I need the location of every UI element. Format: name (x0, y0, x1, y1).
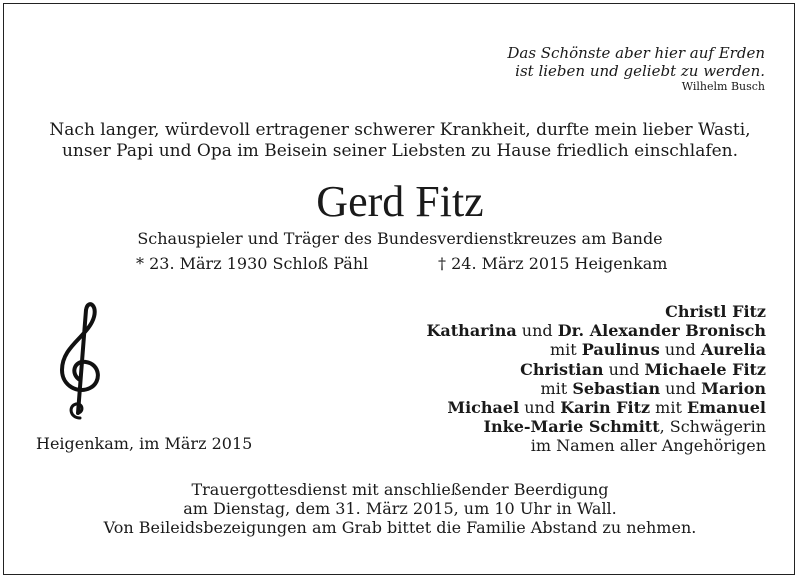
mourners-list (427, 302, 766, 456)
service-line-3: Von Beileidsbezeigungen am Grab bittet die Familie Abstand zu nehmen. (103, 518, 697, 537)
family-line: Katharina und Dr. Alexander Bronisch (426, 321, 766, 341)
family-name: Michael (447, 398, 520, 418)
quote (507, 44, 765, 80)
family-name: Katharina (426, 321, 517, 341)
family-name: Paulinus (581, 340, 660, 360)
place-date: Heigenkam, im März 2015 (36, 434, 253, 453)
family-name: Aurelia (700, 340, 766, 360)
family-line: Michael und Karin Fitz mit Emanuel (447, 398, 766, 418)
family-name: Dr. Alexander Bronisch (557, 321, 766, 341)
family-line: mit Sebastian und Marion (540, 378, 766, 398)
intro-text (0, 120, 800, 162)
service-line-1: Trauergottesdienst mit anschließender Beerdigung (191, 480, 609, 499)
family-name: Marion (701, 378, 766, 398)
family-name: Karin Fitz (560, 398, 651, 418)
family-line: Christian und Michaele Fitz (520, 359, 766, 379)
family-name: Christl Fitz (665, 302, 766, 321)
quote-author: Wilhelm Busch (681, 80, 765, 93)
deceased-title: Schauspieler und Träger des Bundesverdienstkreuzes am Bande (137, 229, 663, 248)
service-line-2: am Dienstag, dem 31. März 2015, um 10 Uhr in Wall. (183, 499, 617, 518)
family-line (427, 302, 766, 321)
deceased-name: Gerd Fitz (316, 177, 484, 226)
family-name: Christian (520, 359, 604, 379)
family-name: Inke-Marie Schmitt (483, 417, 660, 437)
birth-date: * 23. März 1930 Schloß Pähl (136, 254, 369, 273)
family-line: Inke-Marie Schmitt, Schwägerin (483, 417, 766, 437)
quote-line-1: Das Schönste aber hier auf Erden (507, 44, 765, 62)
family-name: Michaele Fitz (644, 359, 766, 379)
family-name: Emanuel (686, 398, 766, 418)
treble-clef-icon (56, 300, 106, 420)
death-date: † 24. März 2015 Heigenkam (438, 254, 668, 273)
family-line: mit Paulinus und Aurelia (549, 340, 766, 360)
intro-line-2: unser Papi und Opa im Beisein seiner Liebsten zu Hause friedlich einschlafen. (61, 141, 739, 161)
service-info (0, 480, 800, 537)
family-name: Sebastian (572, 378, 661, 398)
family-line: im Namen aller Angehörigen (530, 436, 766, 456)
quote-line-2: ist lieben und geliebt zu werden. (515, 62, 765, 80)
intro-line-1: Nach langer, würdevoll ertragener schwerer Krankheit, durfte mein lieber Wasti, (49, 120, 751, 140)
